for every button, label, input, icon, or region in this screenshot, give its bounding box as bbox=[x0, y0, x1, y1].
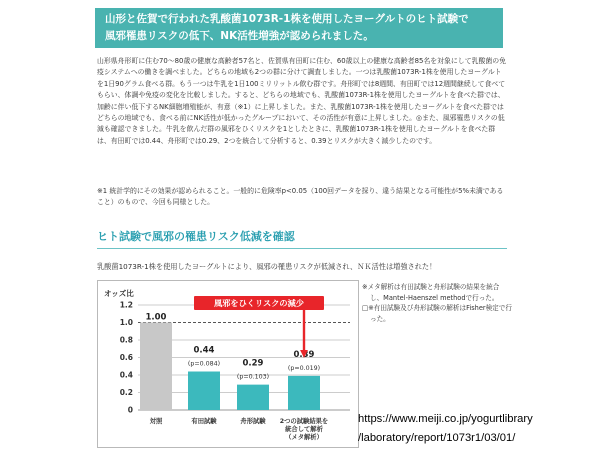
bar-p-value-label: (p=0.019) bbox=[287, 364, 321, 372]
footnote-1: ※1 統計学的にその効果が認められること。一般的に危険率p<0.05（100回データを採り、違う結果となる可能性が5%未満であること）のもので、今回も同様とした。 bbox=[97, 187, 504, 207]
x-category-label: 統合して解析 bbox=[285, 426, 323, 433]
annotation-text: 風邪をひくリスクの減少 bbox=[214, 298, 304, 308]
section-divider bbox=[97, 248, 507, 249]
source-url-line-2: /laboratory/report/1073r1/03/01/ bbox=[358, 432, 516, 444]
bar-p-value-label: (p=0.084) bbox=[187, 360, 221, 368]
x-category-label: （メタ解析） bbox=[285, 434, 323, 441]
y-tick-label: 0.4 bbox=[119, 370, 133, 380]
study-description: 山形県舟形町に住む70〜80歳の健康な高齢者57名と、佐賀県有田町に住む、60歳以上の健康な高齢者85名を対象にして乳酸菌の免疫システムへの働きを調べました。どちらの地域も2つの群に分けて調査しました。一つは乳酸菌1073R-1株を使用したヨーグルトを1日90グラム食べる群。もう一つは牛乳を1日100ミリリットル飲む群です。舟形町では8週間、有田町では12週間継続して食べてもらい、体調や免疫の変化を比較しました。すると、どちらの地域でも、乳酸菌1073R-1株を使用したヨーグルトを食べた群では、加齢に伴い低下するNK細胞増殖能が、有意（※1）に上昇しました。また、乳酸菌1073R-1株を使用したヨーグルトを食べた群ではどちらの地域でも、食べる前にNK活性が低かったグループにおいて、その活性が有意に上昇しました。◎また、風邪罹患リスクの低減も確認できました。牛乳を飲んだ群の風邪をひくリスクを1としたときに、乳酸菌1073R-1株を使用したヨーグルトを食べた群は、有田町では0.44、舟形町では0.29、2つを統合して分析すると、0.39とリスクが大きく減少したのです。 bbox=[97, 57, 507, 145]
x-category-label: 有田試験 bbox=[191, 418, 217, 425]
y-axis-label: オッズ比 bbox=[104, 289, 134, 298]
y-tick-label: 0.6 bbox=[119, 353, 133, 362]
x-category-labels bbox=[150, 416, 329, 441]
bar-4 bbox=[288, 376, 320, 410]
x-category-label: 対照 bbox=[149, 418, 163, 425]
y-tick-labels bbox=[120, 301, 133, 415]
bar-value-label: 0.44 bbox=[193, 345, 215, 356]
bar-p-value-label: (p=0.103) bbox=[236, 373, 270, 381]
chart-canvas bbox=[98, 281, 360, 449]
banner-line-1: 山形と佐賀で行われた乳酸菌1073R-1株を使用したヨーグルトのヒト試験で bbox=[105, 13, 469, 25]
bar-value-label: 0.29 bbox=[242, 358, 264, 369]
source-url bbox=[358, 410, 598, 448]
y-tick-label: 0 bbox=[127, 405, 133, 415]
odds-ratio-chart bbox=[97, 280, 359, 448]
bar-2 bbox=[188, 372, 220, 411]
title-banner bbox=[95, 8, 503, 48]
y-tick-label: 0.8 bbox=[119, 335, 133, 345]
source-url-line-1: https://www.meiji.co.jp/yogurtlibrary bbox=[358, 413, 533, 425]
y-tick-label: 1.0 bbox=[119, 318, 133, 327]
x-category-label: 舟形試験 bbox=[240, 418, 266, 425]
analysis-notes bbox=[362, 282, 512, 324]
bar-1 bbox=[140, 323, 172, 411]
bar-value-label: 0.39 bbox=[293, 349, 315, 360]
note-meta-analysis: ※メタ解析は有田試験と舟形試験の結果を統合し、Mantel-Haenszel methodで行った。 bbox=[362, 283, 500, 302]
x-category-label: 2つの試験結果を bbox=[279, 418, 329, 425]
section-intro: 乳酸菌1073R-1株を使用したヨーグルトにより、風邪の罹患リスクが低減され、ＮＫ活性は増強された！ bbox=[97, 262, 437, 271]
bar-value-label: 1.00 bbox=[145, 312, 167, 323]
banner-line-2: 風邪罹患リスクの低下、NK活性増強が認められました。 bbox=[105, 30, 374, 42]
section-heading: ヒト試験で風邪の罹患リスク低減を確認 bbox=[97, 230, 295, 243]
y-tick-label: 1.2 bbox=[119, 300, 133, 310]
bar-3 bbox=[237, 385, 269, 410]
note-fisher-test: □※有田試験及び舟形試験の解析はFisher検定で行った。 bbox=[362, 304, 512, 323]
y-tick-label: 0.2 bbox=[119, 388, 133, 397]
